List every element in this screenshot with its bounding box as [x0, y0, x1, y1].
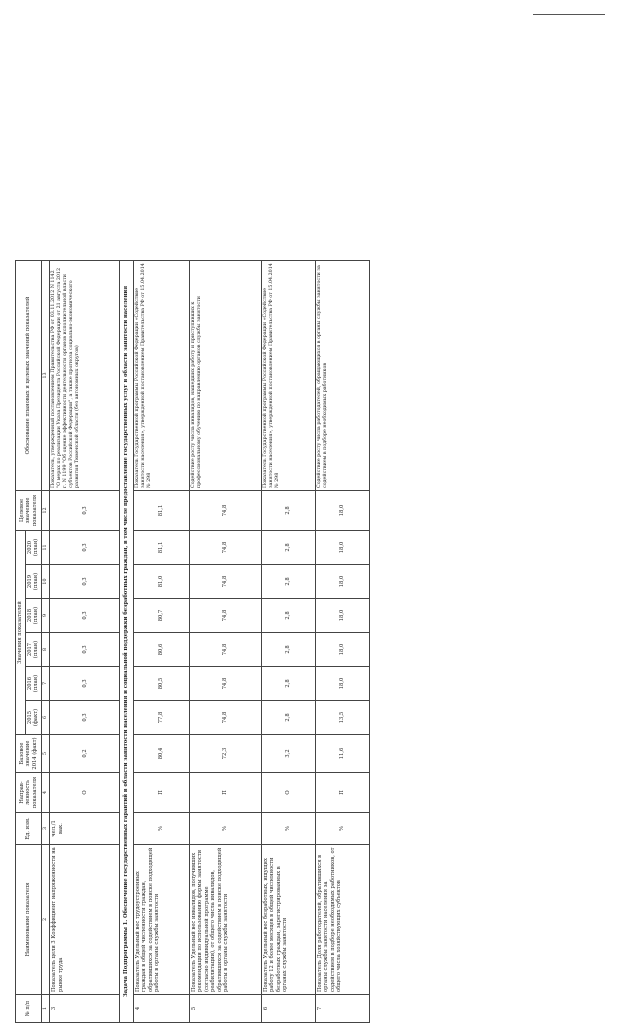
value-2015: 2,8	[261, 701, 315, 735]
column-number: 6	[41, 701, 50, 735]
value-2019: 0,3	[50, 565, 120, 599]
value-2020: 0,3	[50, 530, 120, 564]
indicator-name: Показатель Удельный вес инвалидов, получивших рекомендации по использованию формы занятости (согласно индивидуальной программе реабилитации), от общего числа инвалидов, обратившихся за содействием в поиске подходящей работы в органы службы занятости	[189, 845, 261, 995]
value-2015: 74,8	[189, 701, 261, 735]
indicator-justification: Показатель, утвержденный постановлением Правительства РФ от 03.11.2012 N 1142 "О мерах по реализации Указа Президента Российской Федерации от 21 августа 2012 г. N 1199 "Об оценке эффективности деятельности органов исполнительной власти субъектов Российской Федерации", а также прогноза социально-экономического развития Тюменской области (без автономных округов)	[50, 260, 120, 490]
column-number: 13	[41, 260, 50, 490]
value-2018: 80,7	[133, 599, 189, 633]
column-number: 3	[41, 813, 50, 845]
value-2019: 2,8	[261, 565, 315, 599]
column-number: 9	[41, 599, 50, 633]
header-target: Целевое значение показателя	[16, 490, 42, 530]
indicator-name: Показатель Доля работодателей, обратившихся в органы службы занятости населения за содействием в подборе необходимых работников, от общего числа хозяйствующих субъектов	[315, 845, 369, 995]
indicator-direction: О	[261, 773, 315, 813]
value-2020: 74,8	[189, 530, 261, 564]
column-numbers-row	[41, 260, 50, 1022]
table-row	[133, 260, 189, 1022]
indicator-base: 11,6	[315, 735, 369, 773]
indicator-target: 81,1	[133, 490, 189, 530]
table-row	[189, 260, 261, 1022]
indicator-base: 72,3	[189, 735, 261, 773]
header-base: Базовое значение 2014 (факт)	[16, 735, 42, 773]
value-2017: 0,3	[50, 633, 120, 667]
column-number: 10	[41, 565, 50, 599]
header-values-group: Значения показателей	[16, 530, 26, 734]
indicator-target: 18,0	[315, 490, 369, 530]
indicator-direction: П	[189, 773, 261, 813]
value-2015: 13,5	[315, 701, 369, 735]
value-2016: 80,5	[133, 667, 189, 701]
indicator-direction: О	[50, 773, 120, 813]
value-2016: 2,8	[261, 667, 315, 701]
value-2018: 74,8	[189, 599, 261, 633]
value-2017: 74,8	[189, 633, 261, 667]
header-row-1	[16, 260, 26, 1022]
column-number: 2	[41, 845, 50, 995]
indicator-unit: %	[133, 813, 189, 845]
table-row	[50, 260, 120, 1022]
indicator-unit: чел./1 вак.	[50, 813, 120, 845]
header-year-2019: 2019 (план)	[25, 565, 41, 599]
indicator-target: 2,8	[261, 490, 315, 530]
indicator-unit: %	[315, 813, 369, 845]
value-2018: 2,8	[261, 599, 315, 633]
value-2016: 74,8	[189, 667, 261, 701]
indicator-justification: Показатель Государственной программы Российской Федерации «Содействие занятости населения», утвержденной постановлением Правительства РФ от 15.04.2014 № 298	[133, 260, 189, 490]
value-2020: 18,0	[315, 530, 369, 564]
indicator-unit: %	[189, 813, 261, 845]
column-number: 1	[41, 995, 50, 1023]
header-year-2020: 2020 (план)	[25, 530, 41, 564]
indicators-table	[15, 260, 370, 1023]
header-year-2016: 2016 (план)	[25, 667, 41, 701]
value-2017: 2,8	[261, 633, 315, 667]
indicator-base: 80,4	[133, 735, 189, 773]
row-number: 3	[50, 995, 120, 1023]
column-number: 12	[41, 490, 50, 530]
header-name: Наименование показателя	[16, 845, 42, 995]
value-2017: 18,0	[315, 633, 369, 667]
value-2019: 81,0	[133, 565, 189, 599]
value-2019: 18,0	[315, 565, 369, 599]
indicator-justification: Содействие росту числа работодателей, обращающихся в органы службы занятости за содействием в подборе необходимых работников	[315, 260, 369, 490]
column-number: 5	[41, 735, 50, 773]
header-year-2017: 2017 (план)	[25, 633, 41, 667]
row-number: 6	[261, 995, 315, 1023]
value-2016: 18,0	[315, 667, 369, 701]
rotated-table-sheet	[15, 261, 500, 1023]
value-2018: 18,0	[315, 599, 369, 633]
header-unit: Ед. изм.	[16, 813, 42, 845]
task-heading: Задача Подпрограммы 1. Обеспечение государственных гарантий в области занятости населения и социальной поддержки безработных граждан, в том числе предоставление государственных услуг в области занятости населения	[120, 260, 134, 1022]
header-justification: Обоснование плановых и целевых значений показателей	[16, 260, 42, 490]
table-row	[315, 260, 369, 1022]
value-2020: 81,1	[133, 530, 189, 564]
indicator-base: 0,2	[50, 735, 120, 773]
table-row	[261, 260, 315, 1022]
value-2016: 0,3	[50, 667, 120, 701]
value-2015: 0,3	[50, 701, 120, 735]
indicator-name: Показатель Удельный вес безработных, ищущих работу 12 и более месяцев в общей численности безработных граждан, зарегистрированных в органах службы занятости	[261, 845, 315, 995]
row-number: 4	[133, 995, 189, 1023]
column-number: 11	[41, 530, 50, 564]
indicator-target: 74,8	[189, 490, 261, 530]
value-2017: 80,6	[133, 633, 189, 667]
column-number: 4	[41, 773, 50, 813]
header-no: № п/п	[16, 995, 42, 1023]
indicator-unit: %	[261, 813, 315, 845]
row-number: 7	[315, 995, 369, 1023]
column-number: 7	[41, 667, 50, 701]
value-2020: 2,8	[261, 530, 315, 564]
column-number: 8	[41, 633, 50, 667]
task-row	[120, 260, 134, 1022]
header-year-2015: 2015 (факт)	[25, 701, 41, 735]
header-direction: Направ-ленность показателя	[16, 773, 42, 813]
indicator-target: 0,3	[50, 490, 120, 530]
value-2019: 74,8	[189, 565, 261, 599]
row-number: 5	[189, 995, 261, 1023]
indicator-base: 3,2	[261, 735, 315, 773]
indicator-justification: Показатель Государственной программы Российской Федерации «Содействие занятости населения», утвержденной постановлением Правительства РФ от 15.04.2014 № 298	[261, 260, 315, 490]
indicator-justification: Содействие росту числа инвалидов, нашедших работу и приступивших к профессиональному обучению по направлению органов службы занятости	[189, 260, 261, 490]
value-2015: 77,8	[133, 701, 189, 735]
indicator-direction: П	[133, 773, 189, 813]
indicator-name: Показатель Удельный вес трудоустроенных граждан в общей численности граждан, обратившихся за содействием в поиске подходящей работы в органы службы занятости	[133, 845, 189, 995]
indicator-direction: П	[315, 773, 369, 813]
header-year-2018: 2018 (план)	[25, 599, 41, 633]
indicator-name: Показатель цели 3 Коэффициент напряженности на рынке труда	[50, 845, 120, 995]
value-2018: 0,3	[50, 599, 120, 633]
